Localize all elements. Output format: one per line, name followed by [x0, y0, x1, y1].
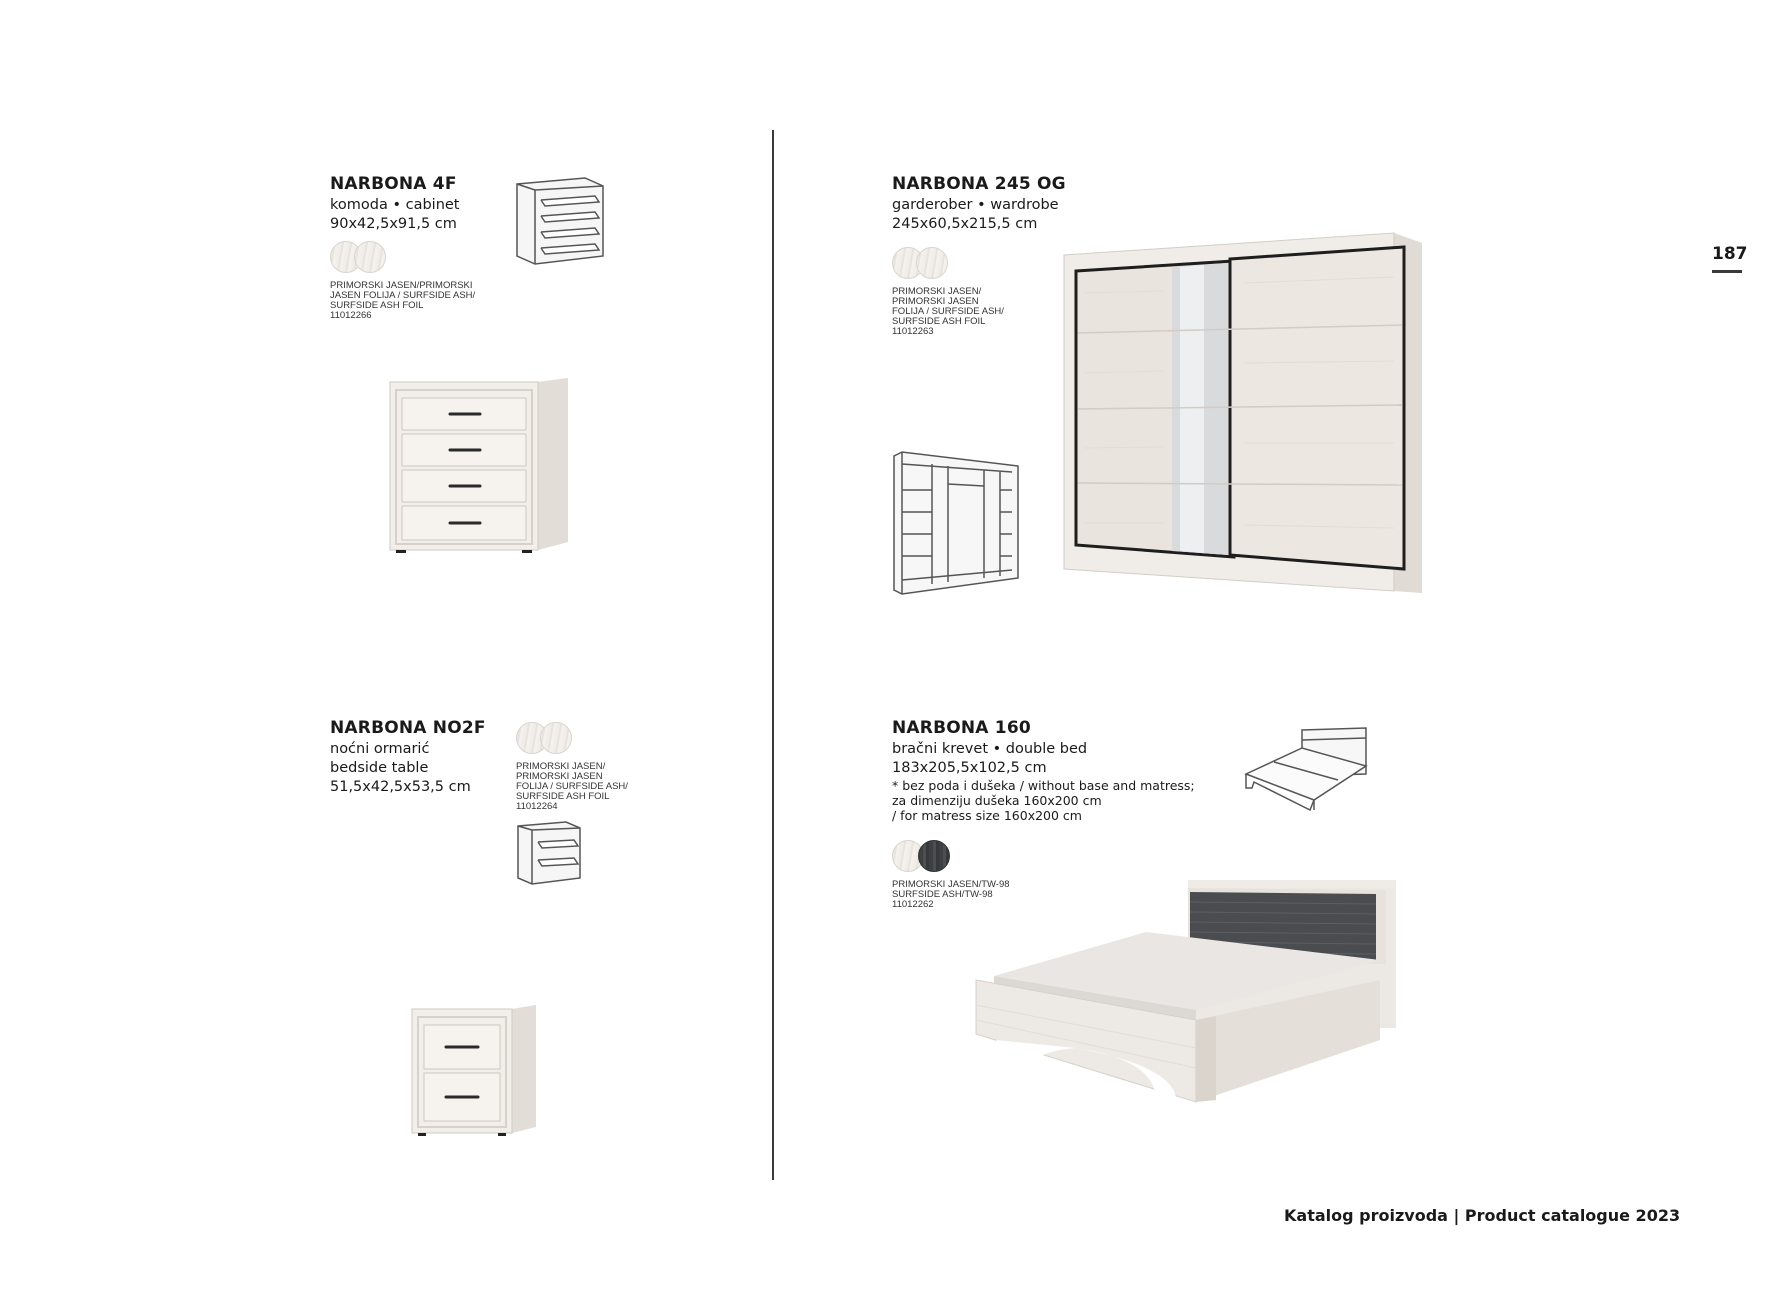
bedside-outline-icon: [516, 820, 582, 886]
bedside-table-illustration: [410, 1005, 540, 1140]
product-code: 11012262: [892, 899, 934, 910]
product-title: NARBONA NO2F: [330, 718, 486, 738]
cabinet-outline-icon: [515, 176, 605, 266]
finish-line: SURFSIDE ASH FOIL: [516, 791, 610, 802]
product-type: bračni krevet • double bed: [892, 741, 1088, 757]
cabinet-illustration: [388, 378, 573, 563]
finish-label: [892, 287, 1004, 337]
finish-line: PRIMORSKI JASEN/TW-98: [892, 879, 1010, 890]
product-code: 11012264: [516, 801, 558, 812]
finish-swatch-tw98: [918, 840, 950, 872]
product-title: NARBONA 245 OG: [892, 174, 1066, 194]
finish-line: SURFSIDE ASH FOIL: [330, 300, 424, 311]
page-divider: [772, 130, 774, 1180]
finish-label: [330, 281, 475, 321]
finish-swatch-ash-foil: [354, 241, 386, 273]
product-type: noćni ormarić: [330, 741, 430, 757]
product-dimensions: 51,5x42,5x53,5 cm: [330, 779, 471, 795]
page-number: 187: [1712, 244, 1748, 264]
finish-line: PRIMORSKI JASEN: [516, 771, 603, 782]
finish-line: PRIMORSKI JASEN: [892, 296, 979, 307]
finish-line: FOLIJA / SURFSIDE ASH/: [892, 306, 1004, 317]
finish-swatch-ash-foil: [916, 247, 948, 279]
product-dimensions: 90x42,5x91,5 cm: [330, 216, 457, 232]
note-line: * bez poda i dušeka / without base and matress;: [892, 778, 1195, 793]
product-note: [892, 778, 1195, 823]
finish-line: PRIMORSKI JASEN/: [892, 286, 982, 297]
page-number-rule: [1712, 270, 1742, 273]
finish-line: PRIMORSKI JASEN/PRIMORSKI: [330, 280, 473, 291]
product-code: 11012266: [330, 310, 372, 321]
product-code: 11012263: [892, 326, 934, 337]
footer-catalogue-title: Katalog proizvoda | Product catalogue 2023: [1284, 1206, 1681, 1225]
finish-line: JASEN FOLIJA / SURFSIDE ASH/: [330, 290, 476, 301]
bed-outline-icon: [1244, 726, 1369, 812]
finish-line: SURFSIDE ASH/TW-98: [892, 889, 993, 900]
finish-swatch-ash-foil: [540, 722, 572, 754]
finish-line: PRIMORSKI JASEN/: [516, 761, 606, 772]
product-dimensions: 183x205,5x102,5 cm: [892, 760, 1047, 776]
finish-label: [516, 762, 628, 812]
double-bed-illustration: [976, 880, 1400, 1120]
product-title: NARBONA 160: [892, 718, 1031, 738]
product-type: garderober • wardrobe: [892, 197, 1059, 213]
product-type: komoda • cabinet: [330, 197, 460, 213]
product-type-en: bedside table: [330, 760, 429, 776]
note-line: / for matress size 160x200 cm: [892, 808, 1082, 823]
finish-line: SURFSIDE ASH FOIL: [892, 316, 986, 327]
wardrobe-outline-icon: [892, 450, 1022, 596]
product-title: NARBONA 4F: [330, 174, 457, 194]
product-dimensions: 245x60,5x215,5 cm: [892, 216, 1038, 232]
note-line: za dimenziju dušeka 160x200 cm: [892, 793, 1102, 808]
finish-line: FOLIJA / SURFSIDE ASH/: [516, 781, 628, 792]
wardrobe-illustration: [1064, 233, 1430, 597]
